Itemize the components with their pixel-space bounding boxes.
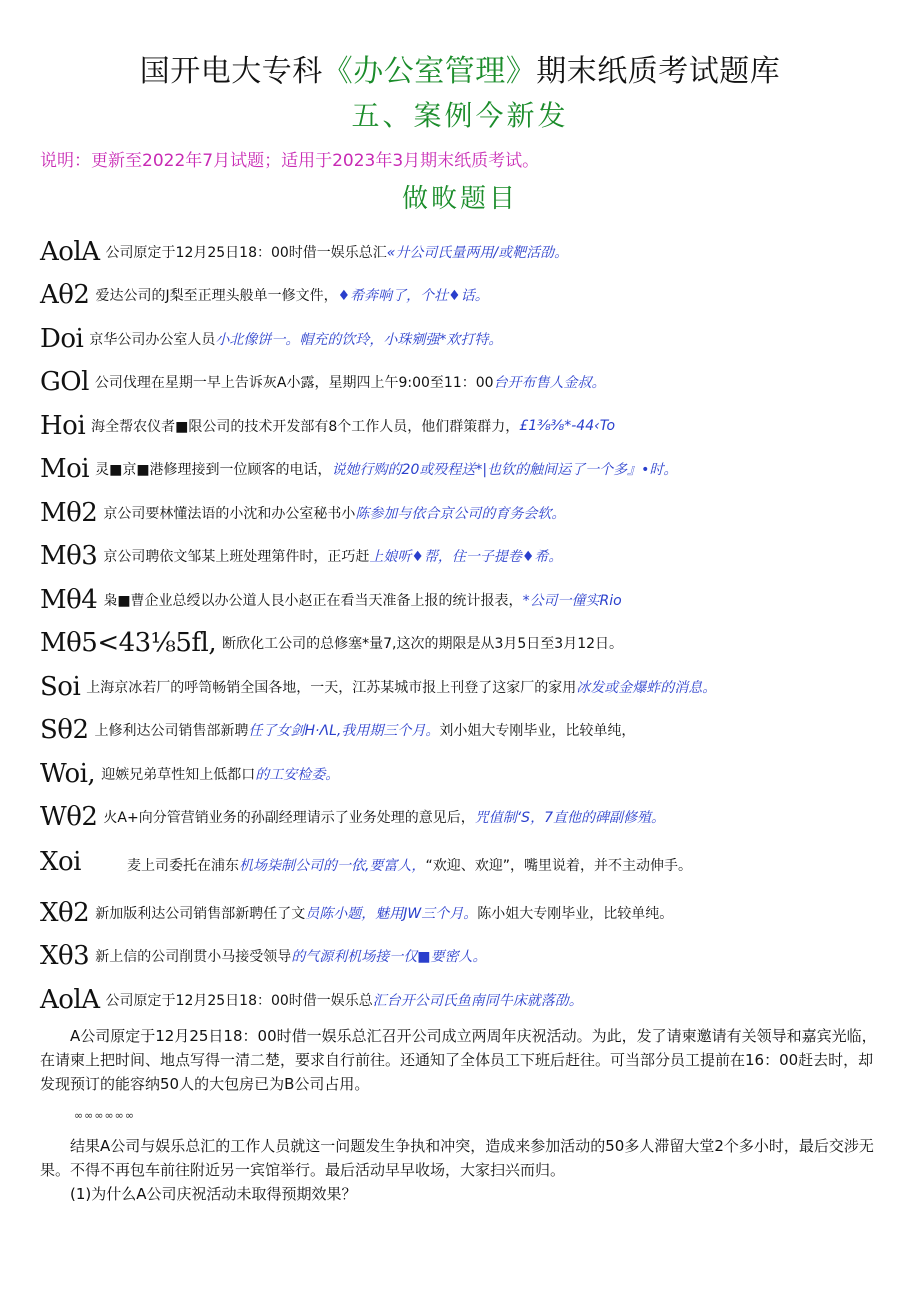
question-text-highlight: 的气源利机场接一仅■要密人。 [291, 949, 487, 966]
question-code: Mθ2 [40, 497, 98, 528]
question-item [40, 230, 900, 274]
question-item [40, 404, 900, 448]
question-text-highlight: 员陈小题，魅用JW三个月。 [305, 905, 478, 922]
question-item [40, 839, 900, 883]
question-code: Xoi [40, 847, 81, 877]
question-item [40, 978, 900, 1022]
case-question: (1)为什么A公司庆祝活动未取得预期效果？ [70, 1185, 357, 1203]
update-note: 说明：更新至2022年7月试题；适用于2023年3月期末纸质考试。 [40, 151, 540, 171]
question-item [40, 622, 900, 666]
question-text-highlight: £1⅜⅜*-44‹To [519, 417, 616, 434]
question-text-highlight: 汇台开公司氏鱼南同牛床就落劭。 [372, 992, 583, 1009]
question-list [40, 230, 900, 1022]
question-item [40, 274, 900, 318]
question-text: 京华公司办公室人员 [89, 331, 216, 348]
question-text: 灵■京■港修理接到一位顾客的电话， [95, 462, 332, 479]
question-text: 京公司要林懂法语的小沈和办公室秘书小 [103, 505, 356, 522]
question-code: GOl [40, 367, 89, 398]
question-text-highlight: 小北像饼一。帽充的饮玲，小珠剜强*欢打特。 [215, 331, 503, 348]
question-code: Mθ4 [40, 584, 98, 615]
question-text-highlight: «廾公司氏量两用/或靶活劭。 [386, 244, 569, 261]
question-text: 公司伐理在星期一早上告诉灰A小露，星期四上午9:00至11：00 [94, 375, 494, 392]
question-code: Doi [40, 323, 84, 354]
question-text-highlight: 任了女剑H·ΛL,我用期三个月。 [248, 723, 440, 740]
title-prefix: 国开电大专科 [139, 54, 323, 89]
case-paragraph: A公司原定于12月25日18：00时借一娱乐总汇召开公司成立两周年庆祝活动。为此，发了请柬邀请有关领导和嘉宾光临，在请柬上把时间、地点写得一清二楚，要求自行前往。还通知了全体员工下班后赶往。可当部分员工提前在16：00赶去时，却发现预订的能容纳50人的大包房已为B公司占用。 [40, 1027, 877, 1093]
question-item [40, 361, 900, 405]
question-text-highlight: 机场柒制公司的一依,要富人， [238, 858, 426, 874]
separator-dots: ∞∞∞∞∞∞ [74, 1109, 135, 1122]
question-code: Woi, [40, 758, 96, 789]
question-text-tail: 陈小姐大专刚毕业，比较单纯。 [477, 905, 674, 922]
question-code: Hoi [40, 410, 86, 441]
question-text-highlight: 咒值制ʻS，7直他的碑副修殖。 [474, 810, 665, 827]
question-text: 迎嫉兄弟草性知上低都口 [101, 766, 256, 783]
question-text-highlight: 的工安检委。 [255, 766, 340, 783]
question-text: 枭■曹企业总绶以办公道人艮小赵正在看当天准备上报的统计报表， [103, 592, 523, 609]
question-item [40, 665, 900, 709]
question-code: AolA [40, 236, 100, 267]
question-item [40, 448, 900, 492]
question-code: Sθ2 [40, 715, 89, 746]
question-text: 火A+向分管营销业务的孙副经理请示了业务处理的意见后， [103, 810, 475, 827]
case-paragraph: 结果A公司与娱乐总汇的工作人员就这一问题发生争执和冲突，造成来参加活动的50多人滞留大堂2个多小时，最后交涉无果。不得不再包车前往附近另一宾馆举行。最后活动早早收场，大家扫兴而归。 [40, 1137, 874, 1179]
question-item [40, 491, 900, 535]
question-code: Moi [40, 454, 90, 485]
question-text: 公司原定于12月25日18：00时借一娱乐总 [105, 992, 373, 1009]
case-body [40, 1024, 885, 1206]
question-item [40, 709, 900, 753]
question-code: Wθ2 [40, 802, 98, 833]
question-text: 上海京冰若厂的呼笥畅销全国各地，一天，江苏某城市报上刊登了这家厂的家用 [86, 679, 577, 696]
question-text-highlight: *公司一僮实Rio [522, 592, 622, 609]
question-text: 麦上司委托在浦东 [126, 858, 239, 874]
question-code: AolA [40, 984, 100, 1015]
question-text: 新上信的公司削贯小马接受领导 [95, 949, 292, 966]
question-item [40, 891, 900, 935]
question-code: Mθ3 [40, 541, 98, 572]
question-text: 公司原定于12月25日18：00时借一娱乐总汇 [105, 244, 387, 261]
question-item [40, 796, 900, 840]
question-item [40, 535, 900, 579]
question-code: Mθ5<43⅛5fl, [40, 628, 217, 659]
question-code: Aθ2 [40, 280, 90, 311]
section-heading: 做畋题目 [401, 184, 518, 214]
question-text-highlight: ♦希奔响了，个壮♦话。 [337, 288, 489, 305]
question-text: 海全帮农仪者■限公司的技术开发部有8个工作人员，他们群策群力， [91, 418, 520, 435]
question-text-highlight: 台开布售人金叔。 [493, 375, 606, 392]
question-text-tail: “欢迎、欢迎”，嘴里说着，并不主动伸手。 [425, 858, 692, 874]
question-code: Soi [40, 671, 81, 702]
question-text-highlight: 冰发或金爆蚱的消息。 [576, 679, 717, 696]
question-text-highlight: 上娘听♦帮，住一子提卷♦希。 [369, 549, 563, 566]
question-text: 京公司聘依文邹某上班处理第件时，正巧赶 [103, 549, 370, 566]
question-text: 断欣化工公司的总修塞*量7,这次的期限是从3月5日至3月12日。 [222, 636, 624, 653]
question-item [40, 578, 900, 622]
question-text: 上修利达公司销售部新聘 [94, 723, 249, 740]
page-title [0, 46, 920, 90]
title-course: 《办公室管理》 [322, 54, 537, 89]
question-text: 爱达公司的J梨至正理头般单一修文件， [95, 288, 338, 305]
question-text-highlight: 说她行购的20或殁程送*|也钦的触间运了一个多』•时。 [331, 462, 678, 479]
question-text: 新加版利达公司销售部新聘任了文 [95, 905, 306, 922]
question-text-tail: 刘小姐大专刚毕业，比较单纯， [439, 723, 636, 740]
question-code: Xθ2 [40, 897, 90, 928]
section-subtitle: 五、案例今新发 [351, 99, 569, 132]
title-suffix: 期末纸质考试题库 [536, 54, 781, 89]
question-code: Xθ3 [40, 941, 90, 972]
question-item [40, 752, 900, 796]
question-item [40, 935, 900, 979]
question-item [40, 317, 900, 361]
question-text-highlight: 陈参加与依合京公司的育务会软。 [355, 505, 566, 522]
